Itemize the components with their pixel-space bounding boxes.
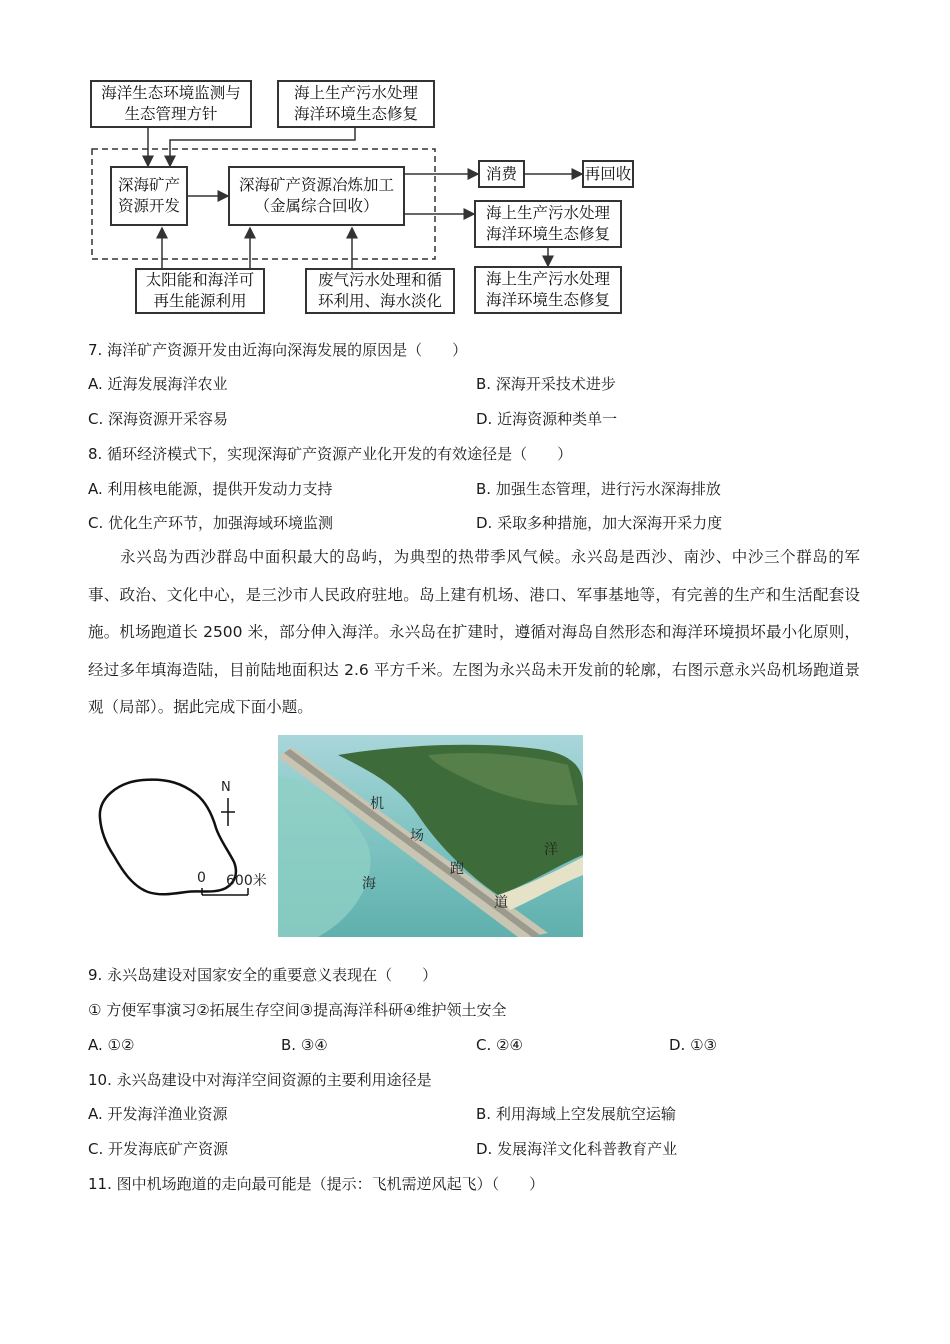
box-recycle: 再回收 xyxy=(582,160,634,188)
q7-stem: 7. 海洋矿产资源开发由近海向深海发展的原因是（ ） xyxy=(88,341,468,359)
q8-option-b[interactable]: B. 加强生态管理，进行污水深海排放 xyxy=(476,480,721,498)
q10-option-c[interactable]: C. 开发海底矿产资源 xyxy=(88,1140,229,1158)
q10-option-a[interactable]: A. 开发海洋渔业资源 xyxy=(88,1105,228,1123)
q11-stem: 11. 图中机场跑道的走向最可能是（提示：飞机需逆风起飞）（ ） xyxy=(88,1175,545,1193)
scale-label: 600米 xyxy=(226,873,267,889)
box-smelt: 深海矿产资源冶炼加工 （金属综合回收） xyxy=(228,166,405,226)
label-hai: 海 xyxy=(362,876,376,892)
box-deep-dev: 深海矿产 资源开发 xyxy=(110,166,188,226)
runway-photo-illustration xyxy=(278,735,583,937)
box-solar: 太阳能和海洋可 再生能源利用 xyxy=(135,268,265,314)
q8-stem: 8. 循环经济模式下，实现深海矿产资源产业化开发的有效途径是（ ） xyxy=(88,445,573,463)
scale-zero: 0 xyxy=(197,870,206,886)
island-outline xyxy=(88,770,278,915)
q7-option-b[interactable]: B. 深海开采技术进步 xyxy=(476,375,616,393)
q9-option-c[interactable]: C. ②④ xyxy=(476,1036,523,1054)
label-pao: 跑 xyxy=(450,861,464,877)
q9-option-a[interactable]: A. ①② xyxy=(88,1036,135,1054)
q9-option-d[interactable]: D. ①③ xyxy=(669,1036,717,1054)
q9-stem: 9. 永兴岛建设对国家安全的重要意义表现在（ ） xyxy=(88,966,438,984)
box-monitor: 海洋生态环境监测与 生态管理方针 xyxy=(90,80,252,128)
label-chang: 场 xyxy=(410,828,424,844)
q8-option-d[interactable]: D. 采取多种措施，加大深海开采力度 xyxy=(476,514,723,532)
q9-options-list: ① 方便军事演习②拓展生存空间③提高海洋科研④维护领土安全 xyxy=(88,1001,507,1019)
label-yang: 洋 xyxy=(544,842,558,858)
q8-option-c[interactable]: C. 优化生产环节，加强海域环境监测 xyxy=(88,514,334,532)
box-waste: 废气污水处理和循 环利用、海水淡化 xyxy=(305,268,455,314)
arrow-sewage-to-dev xyxy=(170,128,355,166)
q10-option-b[interactable]: B. 利用海域上空发展航空运输 xyxy=(476,1105,676,1123)
q7-option-c[interactable]: C. 深海资源开采容易 xyxy=(88,410,229,428)
q8-option-a[interactable]: A. 利用核电能源，提供开发动力支持 xyxy=(88,480,333,498)
north-label: N xyxy=(221,780,231,795)
label-ji: 机 xyxy=(370,796,384,812)
box-repair-bottom: 海上生产污水处理 海洋环境生态修复 xyxy=(474,266,622,314)
island-outline-map xyxy=(88,770,278,915)
flowchart xyxy=(0,0,950,330)
q10-stem: 10. 永兴岛建设中对海洋空间资源的主要利用途径是 xyxy=(88,1071,432,1089)
q7-option-a[interactable]: A. 近海发展海洋农业 xyxy=(88,375,228,393)
box-consume: 消费 xyxy=(478,160,525,188)
q9-option-b[interactable]: B. ③④ xyxy=(281,1036,328,1054)
label-dao: 道 xyxy=(494,895,508,911)
box-sewage-top: 海上生产污水处理 海洋环境生态修复 xyxy=(277,80,435,128)
passage: 永兴岛为西沙群岛中面积最大的岛屿，为典型的热带季风气候。永兴岛是西沙、南沙、中沙三个群岛的军事、政治、文化中心，是三沙市人民政府驻地。岛上建有机场、港口、军事基地等，有完善的生产和生活配套设施。机场跑道长 2500 米，部分伸入海洋。永兴岛在扩建时，遵循对海岛自然形态和海洋环境损坏最小化原则，经过多年填海造陆，目前陆地面积达 2.6 平方千米。左图为永兴岛未开发前的轮廓，右图示意永兴岛机场跑道景观（局部）。据此完成下面小题。 xyxy=(88,548,860,716)
box-repair-mid: 海上生产污水处理 海洋环境生态修复 xyxy=(474,200,622,248)
q7-option-d[interactable]: D. 近海资源种类单一 xyxy=(476,410,618,428)
q10-option-d[interactable]: D. 发展海洋文化科普教育产业 xyxy=(476,1140,678,1158)
runway-photo xyxy=(278,735,583,937)
